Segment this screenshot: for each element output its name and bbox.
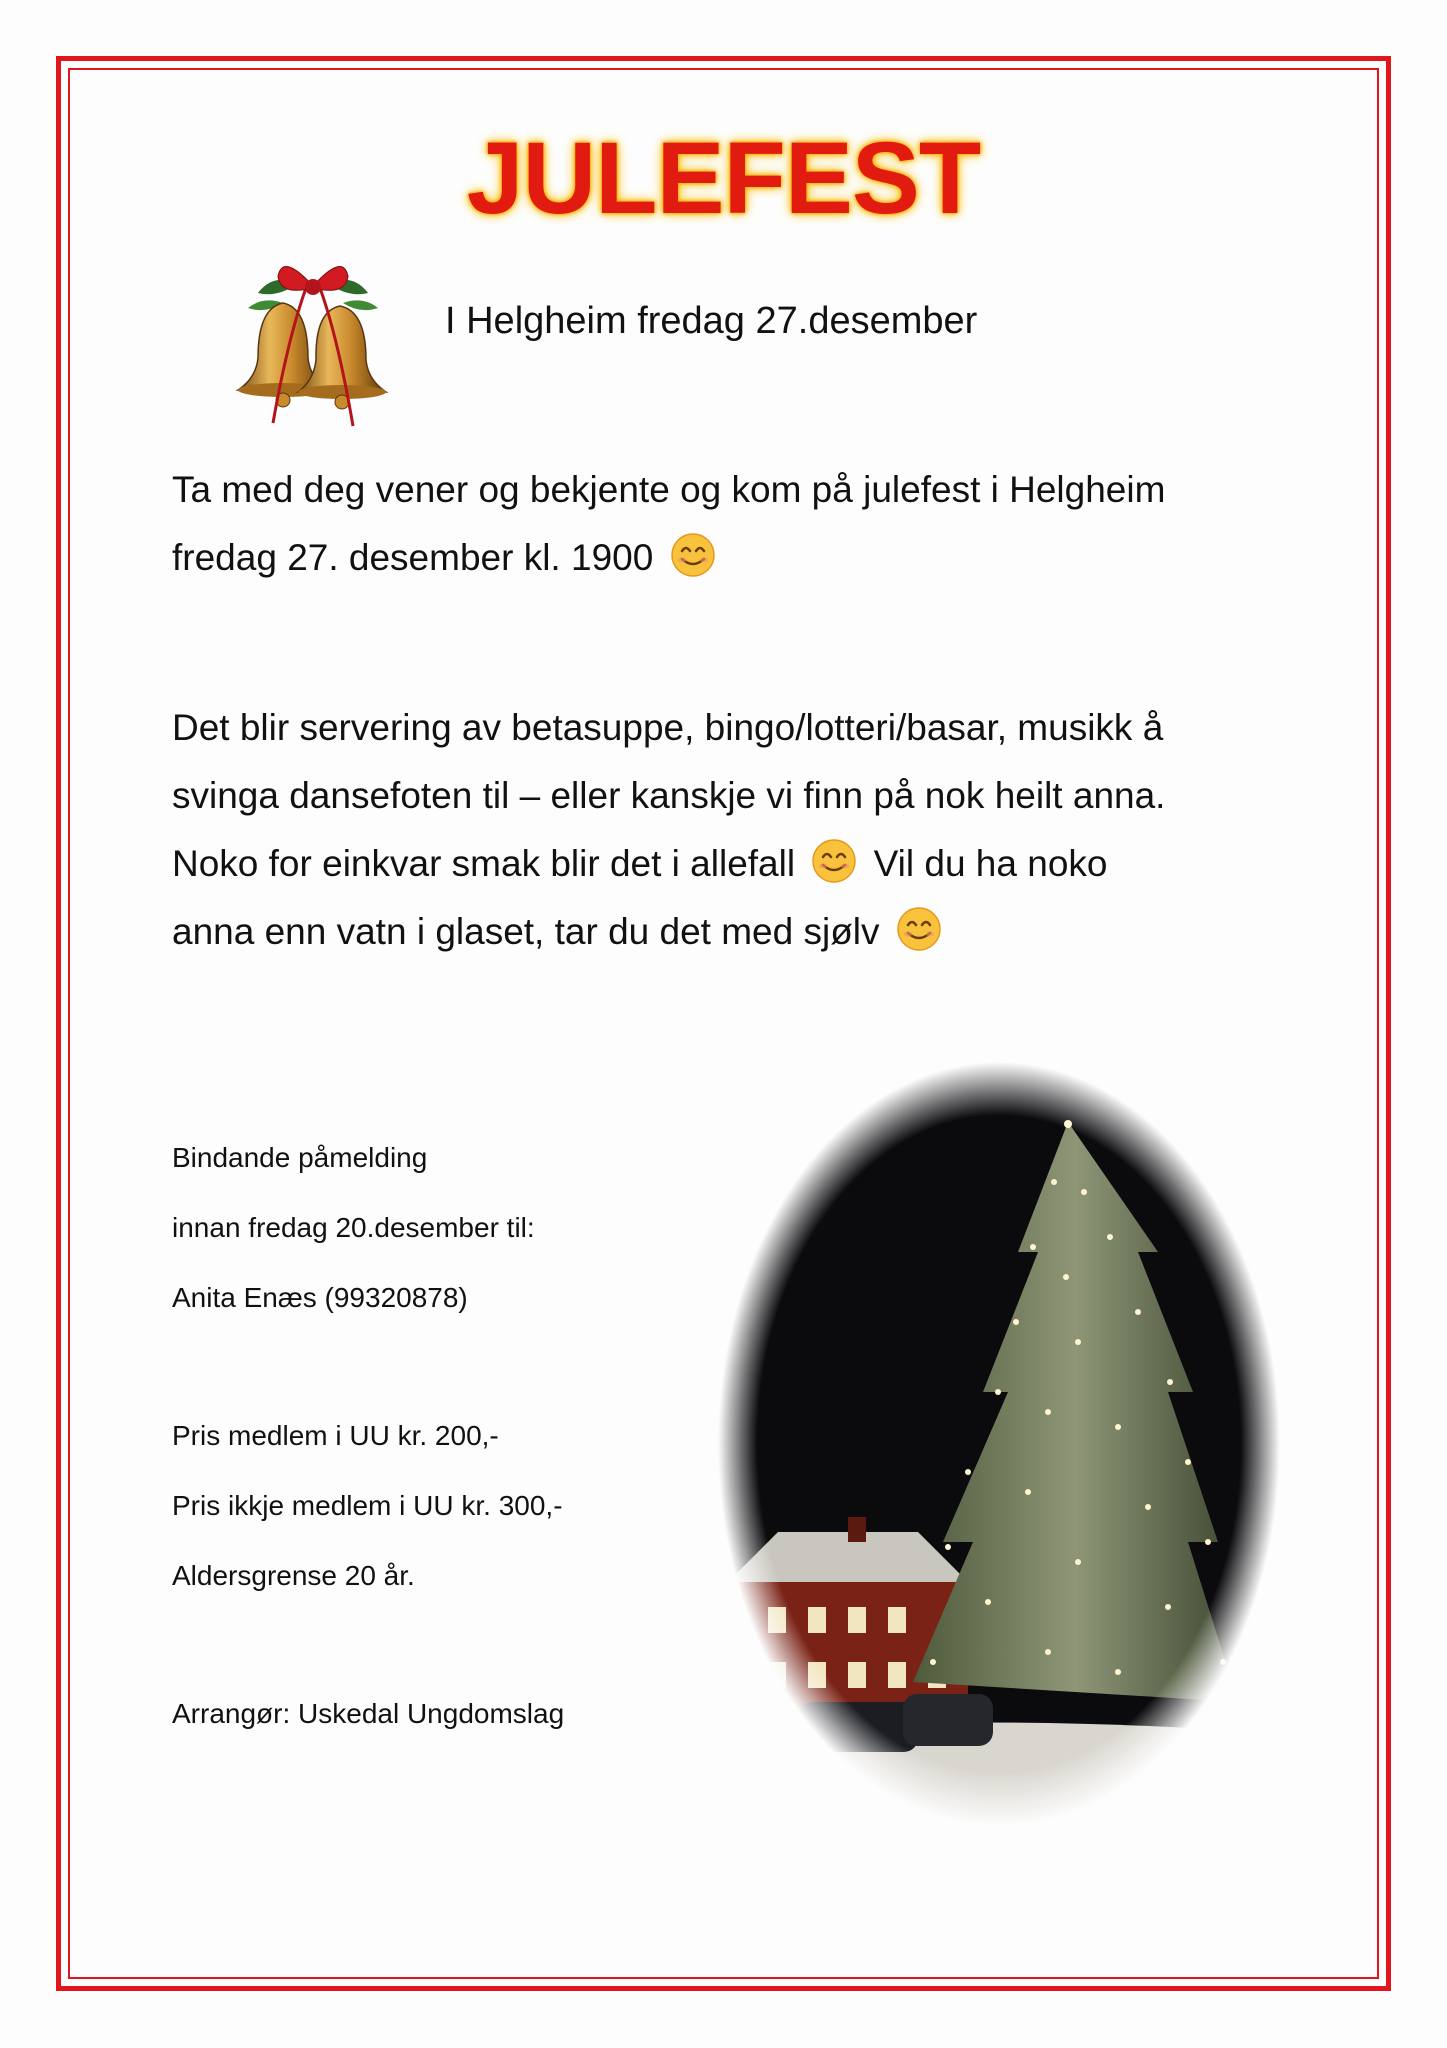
intro-line-1: Ta med deg vener og bekjente og kom på julefest i Helgheim (172, 469, 1166, 510)
contact-text: Anita Enæs (99320878) (172, 1282, 468, 1313)
body-line-3b: Vil du ha noko (873, 843, 1108, 884)
body-line-1: Det blir servering av betasuppe, bingo/lotteri/basar, musikk å (172, 707, 1164, 748)
registration-text: Bindande påmelding (172, 1142, 428, 1173)
age-limit-text: Aldersgrense 20 år. (172, 1560, 415, 1591)
body-paragraph (172, 694, 1302, 966)
price-nonmember-text: Pris ikkje medlem i UU kr. 300,- (172, 1490, 563, 1521)
body-line-4 (172, 898, 1302, 966)
body-line-3 (172, 830, 1302, 898)
intro-line-2-text: fredag 27. desember kl. 1900 (172, 537, 654, 578)
event-subtitle: I Helgheim fredag 27.desember (445, 300, 978, 342)
price-member-text: Pris medlem i UU kr. 200,- (172, 1420, 499, 1451)
christmas-tree-photo (718, 1062, 1280, 1826)
intro-paragraph (172, 456, 1302, 592)
organizer-text: Arrangør: Uskedal Ungdomslag (172, 1698, 565, 1729)
body-line-2: svinga dansefoten til – eller kanskje vi finn på nok heilt anna. (172, 775, 1166, 816)
smiley-emoji-icon (811, 838, 857, 884)
smiley-emoji-icon (896, 906, 942, 952)
smiley-emoji-icon (670, 532, 716, 578)
deadline-text: innan fredag 20.desember til: (172, 1212, 535, 1243)
body-line-3a: Noko for einkvar smak blir det i allefall (172, 843, 796, 884)
body-line-4-text: anna enn vatn i glaset, tar du det med sjølv (172, 911, 880, 952)
christmas-bells-icon (228, 248, 398, 438)
intro-line-2 (172, 524, 1302, 592)
poster-title: JULEFEST (466, 121, 981, 235)
